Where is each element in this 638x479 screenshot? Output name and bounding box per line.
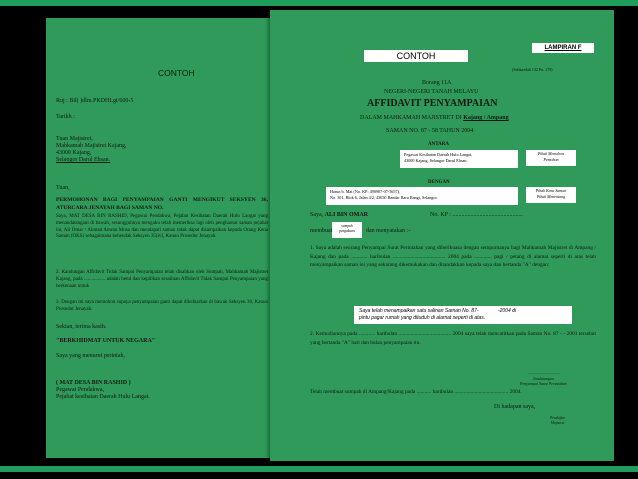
reference-number: Ruj : Bil( )dlm.PKDHLgt/600-5 [56, 98, 134, 104]
closing-line: Saya yang menurut perintah, [56, 353, 125, 359]
court-prefix: DALAM MAHKAMAH MAJISTRET DI [360, 115, 462, 121]
signer-title: Pegawai Pendakwa, [56, 387, 104, 393]
recipient-line-1: Tuan Majistret, [56, 136, 93, 142]
sworn-statement: Telah membuat sumpah di Ampang/Kajang pada ........... haribulan ........................................ 2004. [310, 389, 522, 395]
signer-office: Pejabat kesihatan Daerah Hulu Langat. [56, 394, 150, 400]
salutation: Tuan, [56, 185, 70, 191]
affidavit-title: AFFIDAVIT PENYAMPAIAN [367, 98, 498, 109]
deponent-prefix: Saya, [310, 212, 324, 218]
summons-number: SAMAN NO. 87 - 58 TAHUN 2004 [386, 128, 474, 134]
court-place: Kajang / Ampang [463, 115, 509, 121]
deponent-id: No. KP : ............................................... [430, 212, 523, 218]
paragraph-1: Saya, MAT DESA BIN RASHID, Pegawai Pendakwa, Pejabat Kesihatan Daerah Hulu Langat yang menandatangani di bawah, sesungguhnya mengaku telah memeriksa lagi oleh penghantar saman pejabat ini, Ali Omar / Ahmad Amran Musa dan mendapati saman tidak dapat disampaikan kepada Orang Kena Saman (OKS) sebagaimana kehendak Seksyen 35(iv), Kanun Prosedur Jenayah. [56, 214, 268, 240]
party-2-role-box: Pihak Kena Saman Pihak Menentang [526, 187, 576, 203]
note-box: Saya telah menampalkan satu salinan Saman No. 87- -2004 di pintu pagar rumah yang dituduh di alamat seperti di atas. [354, 306, 572, 324]
recipient-line-3: 43000 Kajang, [56, 150, 92, 156]
date-label: Tarikh : [56, 114, 75, 120]
state-heading: NEGERI-NEGERI TANAH MELAYU [384, 89, 479, 95]
party-1-role-box: Pihak Memohon Pemohon [526, 150, 576, 166]
left-document-page [46, 18, 282, 458]
affidavit-paragraph-2: 2. Kemudiannya pada ............ haribulan ....................................... 2004 saya telah mencatitkan pada Saman No. 87 - - 2001 tersebut yang bertanda "A" hari dan bulan penyampaian itu. [310, 331, 596, 346]
top-accent-band [0, 0, 638, 6]
paragraph-2: 2. Kandungan Affidavit Tidak Sampai Penyampaian telah disahkan oleh Sumpah, Mahkamah Majistret Kajang, pada ................. adalah betul dan kepilikan sesalinan Affidavit Tidak Sampai Penyampaian yang berkenaan untuk [56, 270, 268, 289]
dengan-label: DENGAN [428, 180, 450, 185]
membuat-prefix: membuat [310, 228, 333, 234]
paragraph-3: 3. Dengan ini saya memohon supaya penyampaian ganti dapat dikeluarkan di bawah Seksyen 36, Kanun Prosedur Jenayah. [56, 300, 268, 312]
affidavit-paragraph-1: 1. Saya adalah seorang Penyampai Surat Perintahan yang diberikuasa dengan sempurnanya bagi Mahkamah Majistret di Ampang / Kajang dan pada ............ haribulan ....................................... 2004 pada ............. pagi / petang di alamat seperti di atas telah menyampaikan saman ini yang sekarang dikemukakan dan ditandakkan kepada saya dan bertanda "A" dengan: [310, 245, 596, 269]
contoh-label-box: CONTOH [364, 50, 468, 62]
signature-title: Tandatangan Penyampai Surat Perintahan [520, 376, 567, 386]
lampiran-label-box: LAMPIRAN F [532, 43, 594, 53]
form-number: Borang 11A [422, 80, 452, 86]
thanks-line: Sekian, terima kasih. [56, 324, 107, 330]
membuat-suffix: dan menyatakan :- [366, 228, 411, 234]
letter-subject: PERMOHONAN BAGI PENYAMPAIAN GANTI MENGIKUT SEKSYEN 36, ATURCARA JENAYAH BAGI SAMAN NO. [56, 197, 268, 211]
deponent-name: ALI BIN OMAR [324, 212, 369, 218]
recipient-line-2: Mahkamah Majistret Kajang, [56, 143, 127, 149]
court-line [360, 115, 509, 122]
right-document-page [270, 10, 614, 461]
signer-name: ( MAT DESA BIN RASHID ) [56, 380, 131, 386]
recipient-line-4: Selangor Darul Ehsan. [56, 157, 111, 163]
bottom-accent-band [0, 466, 638, 472]
left-doc-title: CONTOH [158, 68, 195, 78]
signature-line: ................................ [528, 370, 560, 375]
oath-choice-box: sumpah pengakuan [332, 222, 362, 238]
before-me-line: Di hadapan saya, [494, 404, 536, 410]
officer-title: Pendaftar Majistret [550, 416, 566, 425]
lampiran-note: (Subkaedah 132 Pn. 179) [512, 67, 553, 72]
deponent-line [310, 212, 368, 219]
party-2-box: Harun b. Mat (No. KP: 490907-07-5657), No. 301, Blok 6, Jalan 4/2, 43650 Bandar Baru Bangi, Selangor. [326, 187, 518, 205]
antara-label: ANTARA [428, 142, 450, 147]
motto: "BERKHIDMAT UNTUK NEGARA" [56, 338, 156, 344]
party-1-box: Pegawai Kesihatan Daerah Hulu Langat, 43000 Kajang, Selangor Darul Ehsan. [400, 150, 518, 168]
